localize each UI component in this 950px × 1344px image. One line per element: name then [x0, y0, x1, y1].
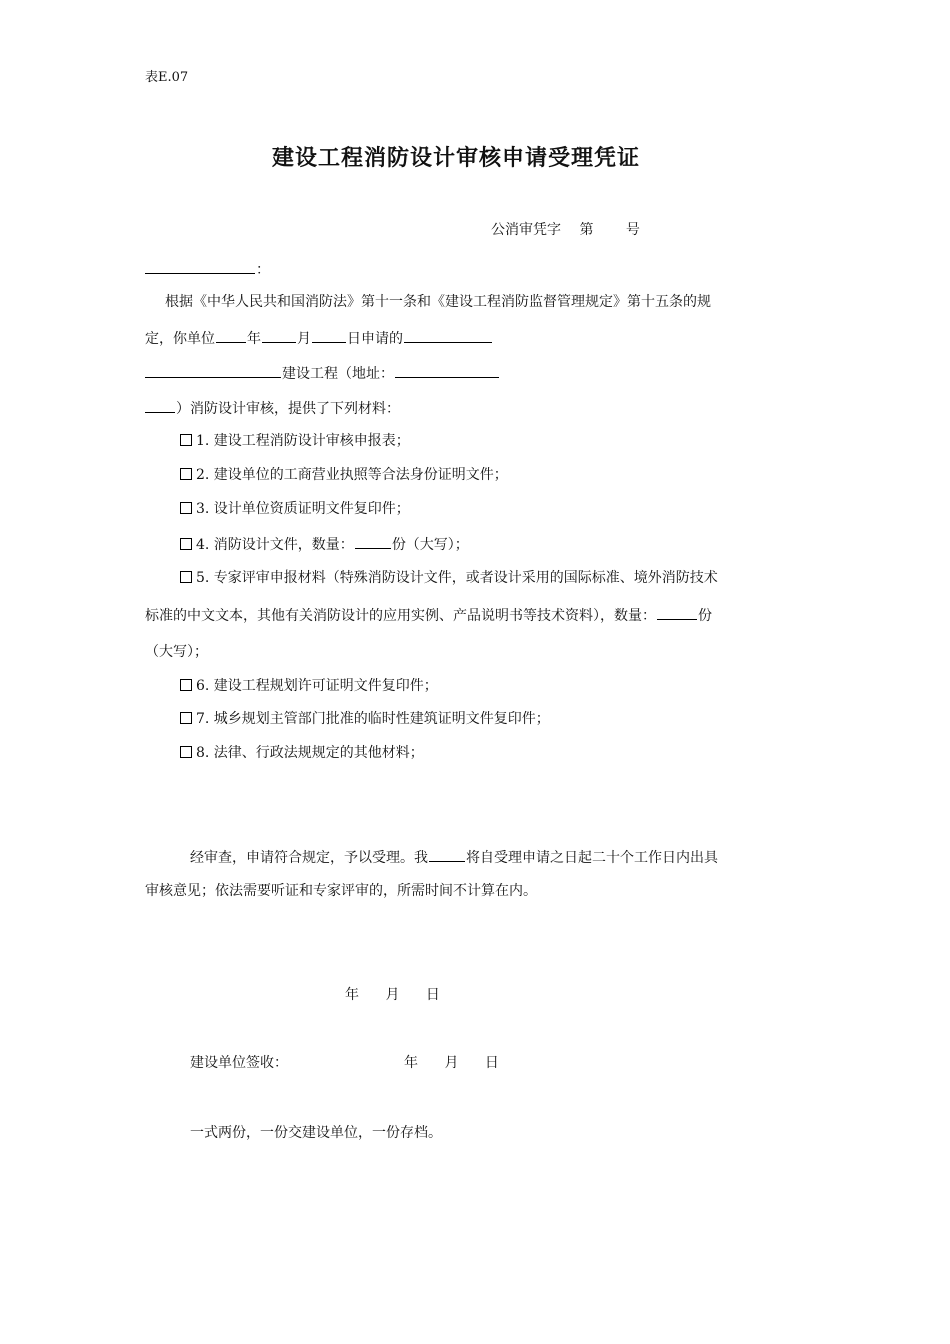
intro-line-1: 根据《中华人民共和国消防法》第十一条和《建设工程消防监督管理规定》第十五条的规	[165, 294, 711, 310]
intro-line-2	[145, 327, 493, 349]
material-item-4	[180, 533, 469, 555]
receipt-year-label: 年	[404, 1055, 418, 1071]
recipient-colon: ：	[256, 262, 270, 278]
checkbox[interactable]	[180, 746, 192, 758]
intro-line-3	[145, 362, 500, 384]
conclusion-line-2: 审核意见；依法需要听证和专家评审的，所需时间不计算在内。	[145, 883, 537, 899]
date-month-label: 月	[385, 987, 400, 1003]
date-day-label: 日	[425, 987, 440, 1003]
material-label: 5. 专家评审申报材料（特殊消防设计文件，或者设计采用的国际标准、境外消防技术	[196, 570, 718, 586]
material-label: 6. 建设工程规划许可证明文件复印件；	[196, 678, 438, 694]
conclusion-line-1	[190, 846, 718, 868]
issue-date	[345, 985, 440, 1005]
receipt-day-label: 日	[484, 1055, 499, 1071]
material-label: 4. 消防设计文件，数量：	[196, 537, 354, 553]
checkbox[interactable]	[180, 538, 192, 550]
material-label: 3. 设计单位资质证明文件复印件；	[196, 501, 410, 517]
material-label-suffix: 份（大写）；	[391, 537, 469, 553]
material-item-2	[180, 465, 508, 485]
checkbox[interactable]	[180, 468, 192, 480]
project-name-blank-2[interactable]	[145, 362, 281, 378]
year-blank[interactable]	[216, 327, 246, 343]
doc-number-di: 第	[579, 222, 594, 238]
address-blank[interactable]	[395, 362, 499, 378]
conclusion-text-a: 经审查，申请符合规定，予以受理。我	[190, 850, 428, 866]
receipt-label: 建设单位签收：	[190, 1055, 288, 1071]
material-label: 2. 建设单位的工商营业执照等合法身份证明文件；	[196, 467, 508, 483]
page-title: 建设工程消防设计审核申请受理凭证	[272, 146, 641, 171]
month-blank[interactable]	[262, 327, 296, 343]
material-label: 1. 建设工程消防设计审核申报表；	[196, 433, 410, 449]
material-label: 8. 法律、行政法规规定的其他材料；	[196, 745, 424, 761]
intro-year-label: 年	[247, 331, 261, 347]
quantity-blank[interactable]	[657, 604, 697, 620]
conclusion-text-b: 将自受理申请之日起二十个工作日内出具	[466, 850, 718, 866]
receipt-month-label: 月	[444, 1055, 459, 1071]
receipt-date	[404, 1053, 499, 1073]
doc-number-hao: 号	[625, 222, 640, 238]
recipient-blank[interactable]	[145, 258, 255, 274]
material-item-5-line-3: （大写）；	[145, 644, 208, 660]
form-code: 表E.07	[145, 70, 189, 85]
checkbox[interactable]	[180, 571, 192, 583]
material-item-7	[180, 709, 550, 729]
material-label-suffix: 份	[698, 608, 712, 624]
agency-blank[interactable]	[429, 846, 465, 862]
intro-month-label: 月	[297, 331, 311, 347]
material-item-5-line-2	[145, 604, 712, 626]
material-item-1	[180, 431, 410, 451]
checkbox[interactable]	[180, 679, 192, 691]
address-blank-2[interactable]	[145, 397, 175, 413]
intro-line-2-a: 定，你单位	[145, 331, 215, 347]
quantity-blank[interactable]	[355, 533, 391, 549]
doc-number-prefix: 公消审凭字	[491, 222, 561, 238]
day-blank[interactable]	[312, 327, 346, 343]
intro-line-4-text: ）消防设计审核，提供了下列材料：	[176, 401, 400, 417]
footer-note: 一式两份，一份交建设单位，一份存档。	[190, 1125, 442, 1141]
material-item-3	[180, 499, 410, 519]
material-item-5	[180, 568, 718, 588]
intro-line-4	[145, 397, 400, 419]
material-item-8	[180, 743, 424, 763]
checkbox[interactable]	[180, 502, 192, 514]
project-name-blank[interactable]	[404, 327, 492, 343]
checkbox[interactable]	[180, 712, 192, 724]
intro-line-2-b: 日申请的	[347, 331, 403, 347]
intro-line-3-text: 建设工程（地址：	[282, 366, 394, 382]
date-year-label: 年	[345, 987, 359, 1003]
material-label: 7. 城乡规划主管部门批准的临时性建筑证明文件复印件；	[196, 711, 550, 727]
material-item-6	[180, 676, 438, 696]
recipient-line	[145, 258, 270, 280]
material-label: 标准的中文文本，其他有关消防设计的应用实例、产品说明书等技术资料），数量：	[145, 608, 656, 624]
checkbox[interactable]	[180, 434, 192, 446]
doc-number	[491, 220, 640, 240]
